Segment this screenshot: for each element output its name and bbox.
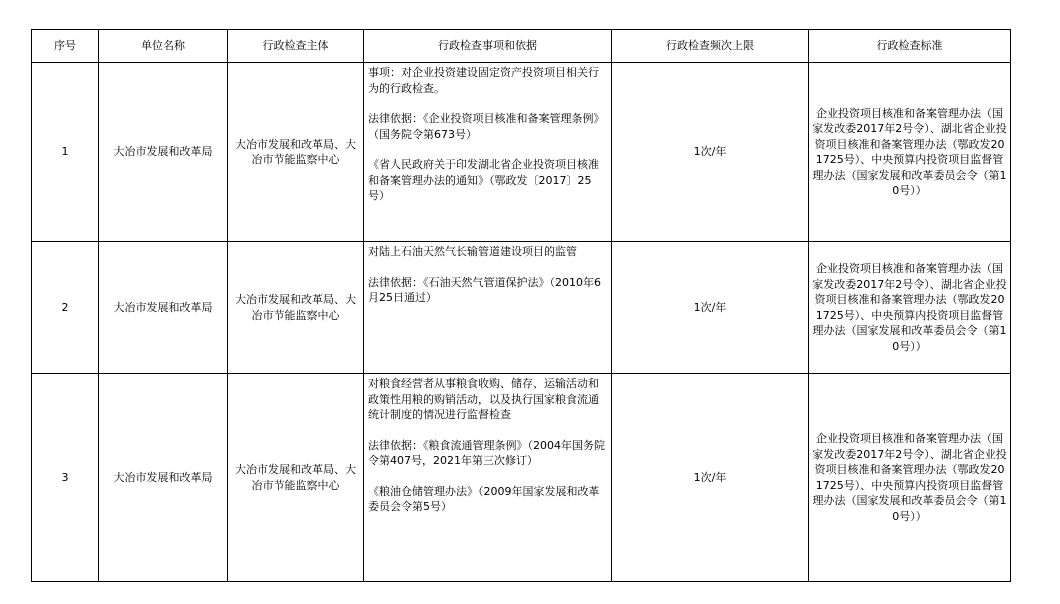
basis-paragraph: 对粮食经营者从事粮食收购、储存、运输活动和政策性用粮的购销活动，以及执行国家粮食流通统计制度的情况进行监督检查 (368, 377, 599, 421)
row-no: 3 (32, 374, 99, 582)
header-unit: 单位名称 (99, 30, 228, 63)
basis-paragraph: 法律依据：《粮食流通管理条例》（2004年国务院令第407号，2021年第三次修订） (368, 438, 605, 467)
row-frequency: 1次/年 (612, 63, 809, 242)
basis-paragraph: 法律依据：《企业投资项目核准和备案管理条例》（国务院令第673号） (368, 112, 605, 141)
table-row (32, 374, 1011, 582)
header-frequency: 行政检查频次上限 (612, 30, 809, 63)
row-basis (364, 242, 612, 374)
basis-paragraph: 对陆上石油天然气长输管道建设项目的监管 (368, 245, 577, 258)
row-subject: 大冶市发展和改革局、大冶市节能监察中心 (228, 374, 364, 582)
row-unit: 大冶市发展和改革局 (99, 374, 228, 582)
basis-paragraph: 法律依据：《石油天然气管道保护法》（2010年6月25日通过） (368, 275, 601, 304)
table-row (32, 63, 1011, 242)
row-subject: 大冶市发展和改革局、大冶市节能监察中心 (228, 242, 364, 374)
row-frequency: 1次/年 (612, 242, 809, 374)
row-unit: 大冶市发展和改革局 (99, 63, 228, 242)
row-unit: 大冶市发展和改革局 (99, 242, 228, 374)
inspection-table (31, 29, 1011, 582)
row-standard: 企业投资项目核准和备案管理办法（国家发改委2017年2号令）、湖北省企业投资项目核准和备案管理办法（鄂政发201725号）、中央预算内投资项目监督管理办法（国家发展和改革委员会令（第10号）） (809, 63, 1011, 242)
row-no: 1 (32, 63, 99, 242)
basis-paragraph: 事项：对企业投资建设固定资产投资项目相关行为的行政检查。 (368, 66, 599, 95)
table-row (32, 242, 1011, 374)
row-no: 2 (32, 242, 99, 374)
header-row (32, 30, 1011, 63)
header-standard: 行政检查标准 (809, 30, 1011, 63)
row-basis (364, 374, 612, 582)
row-basis (364, 63, 612, 242)
row-standard: 企业投资项目核准和备案管理办法（国家发改委2017年2号令）、湖北省企业投资项目核准和备案管理办法（鄂政发201725号）、中央预算内投资项目监督管理办法（国家发展和改革委员会令（第10号）） (809, 242, 1011, 374)
row-standard: 企业投资项目核准和备案管理办法（国家发改委2017年2号令）、湖北省企业投资项目核准和备案管理办法（鄂政发201725号）、中央预算内投资项目监督管理办法（国家发展和改革委员会令（第10号）） (809, 374, 1011, 582)
header-basis: 行政检查事项和依据 (364, 30, 612, 63)
header-no: 序号 (32, 30, 99, 63)
basis-paragraph: 《粮油仓储管理办法》（2009年国家发展和改革委员会令第5号） (368, 484, 600, 513)
basis-paragraph: 《省人民政府关于印发湖北省企业投资项目核准和备案管理办法的通知》（鄂政发〔2017〕25号） (368, 158, 599, 202)
row-subject: 大冶市发展和改革局、大冶市节能监察中心 (228, 63, 364, 242)
row-frequency: 1次/年 (612, 374, 809, 582)
header-subject: 行政检查主体 (228, 30, 364, 63)
